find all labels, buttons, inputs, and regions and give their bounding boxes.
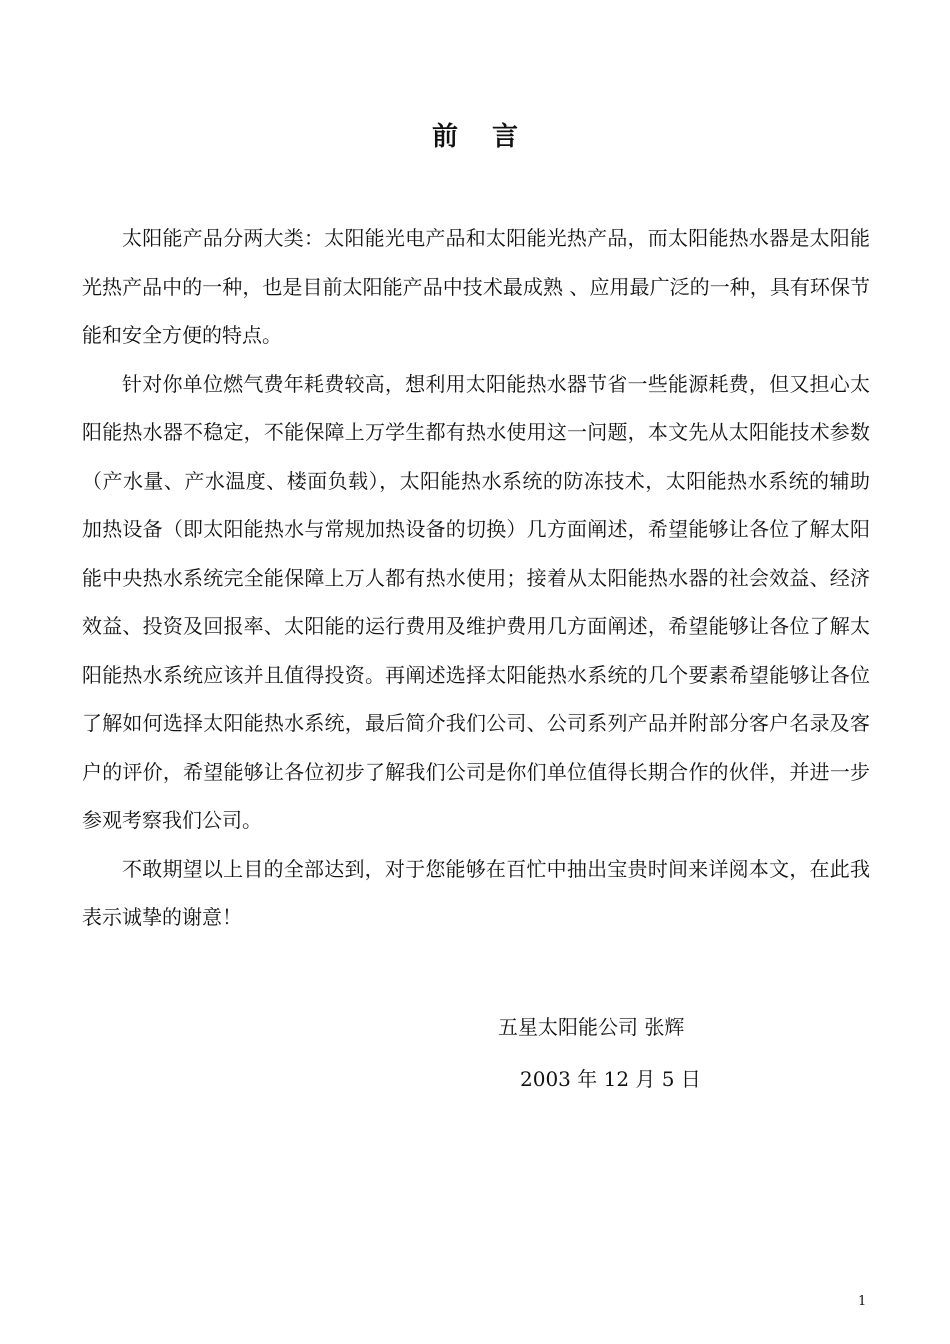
- paragraph-intro: 太阳能产品分两大类：太阳能光电产品和太阳能光热产品，而太阳能热水器是太阳能光热产品中的一种，也是目前太阳能产品中技术最成熟 、应用最广泛的一种，具有环保节能和安全方便的特点。: [82, 226, 870, 347]
- paragraph-main: 针对你单位燃气费年耗费较高，想利用太阳能热水器节省一些能源耗费，但又担心太阳能热水器不稳定，不能保障上万学生都有热水使用这一问题，本文先从太阳能技术参数（产水量、产水温度、楼面负载），太阳能热水系统的防冻技术，太阳能热水系统的辅助加热设备（即太阳能热水与常规加热设备的切换）几方面阐述，希望能够让各位了解太阳能中央热水系统完全能保障上万人都有热水使用；接着从太阳能热水器的社会效益、经济效益、投资及回报率、太阳能的运行费用及维护费用几方面阐述，希望能够让各位了解太阳能热水系统应该并且值得投资。再阐述选择太阳能热水系统的几个要素希望能够让各位了解如何选择太阳能热水系统，最后简介我们公司、公司系列产品并附部分客户名录及客户的评价，希望能够让各位初步了解我们公司是你们单位值得长期合作的伙伴，并进一步参观考察我们公司。: [82, 371, 870, 832]
- document-body: [82, 214, 870, 942]
- signature-line: 五星太阳能公司 张辉: [498, 1015, 685, 1039]
- page-number: 1: [858, 1294, 867, 1309]
- page-title: 前言: [431, 122, 552, 152]
- paragraph-thanks: 不敢期望以上目的全部达到，对于您能够在百忙中抽出宝贵时间来详阅本文，在此我表示诚挚的谢意！: [82, 856, 870, 929]
- date-line: 2003 年 12 月 5 日: [520, 1067, 701, 1091]
